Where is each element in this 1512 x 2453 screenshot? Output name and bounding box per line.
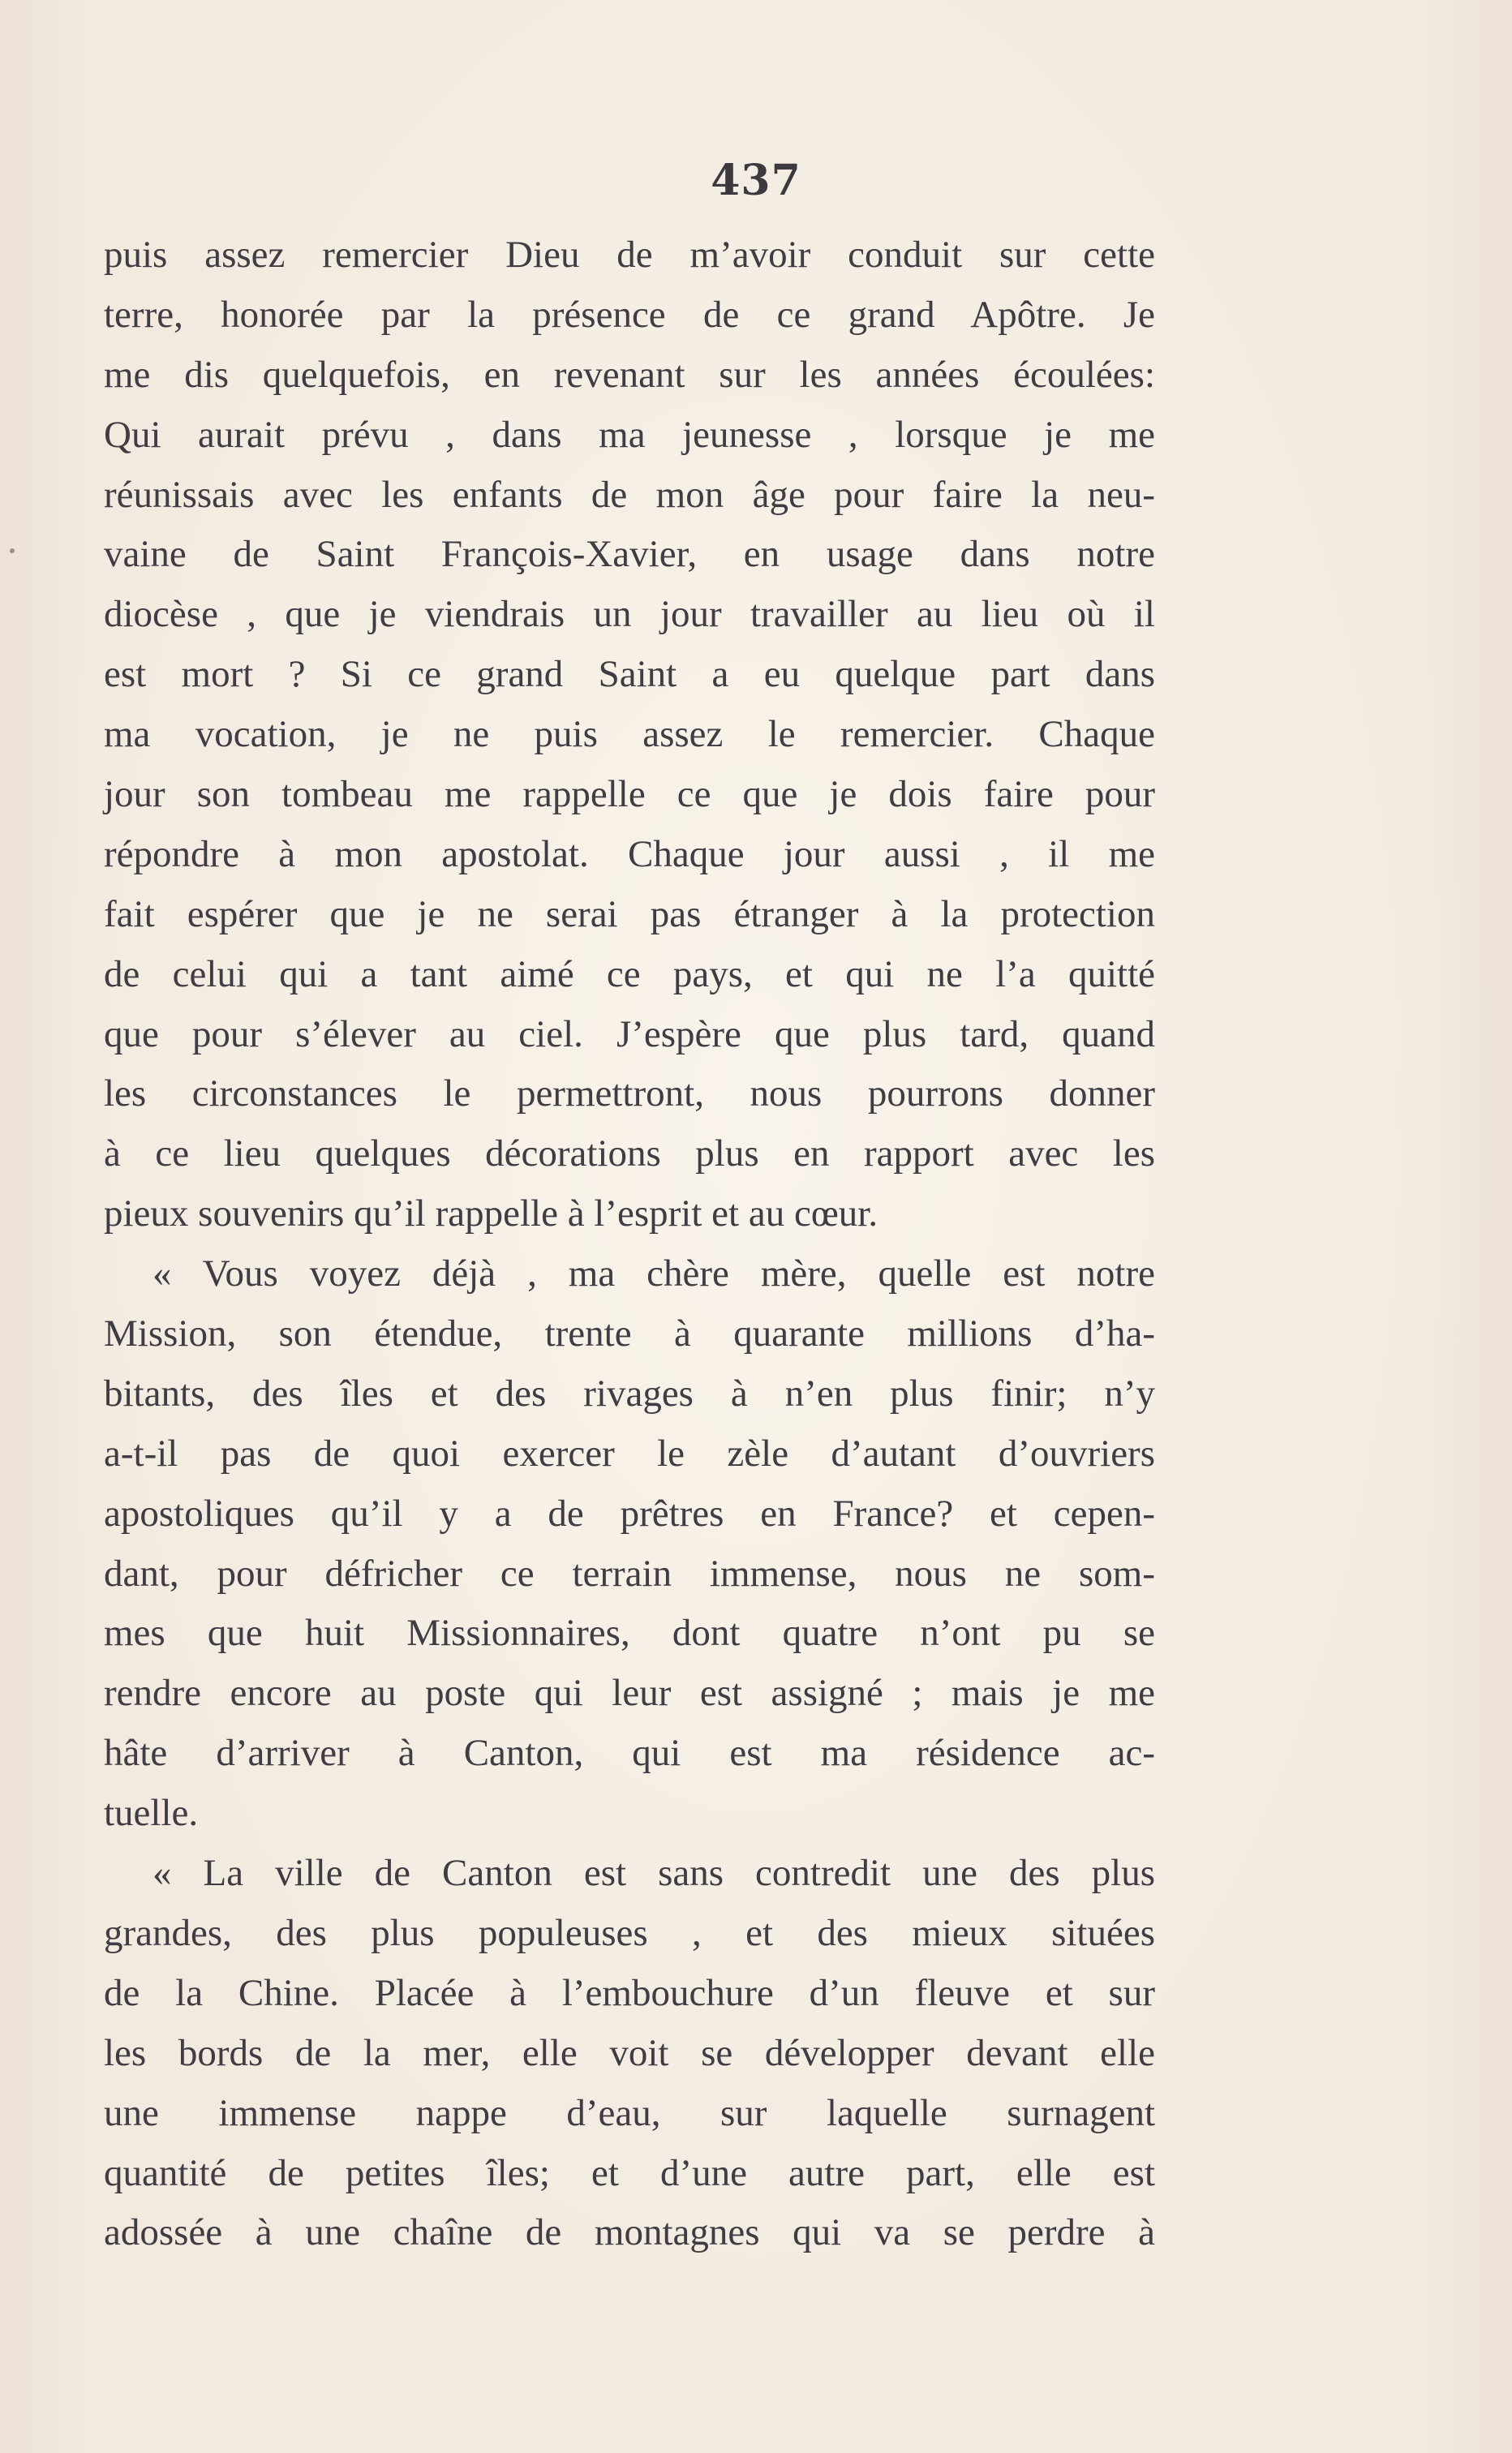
text-line: adossée à une chaîne de montagnes qui va se perdre à: [104, 2211, 1155, 2254]
text-line: bitants, des îles et des rivages à n’en plus finir; n’y: [104, 1372, 1155, 1415]
text-line: que pour s’élever au ciel. J’espère que plus tard, quand: [104, 1012, 1155, 1055]
text-line: apostoliques qu’il y a de prêtres en France? et cepen-: [104, 1492, 1155, 1535]
text-line: Mission, son étendue, trente à quarante millions d’ha-: [104, 1312, 1155, 1355]
text-line: les bords de la mer, elle voit se développer devant elle: [104, 2031, 1155, 2074]
text-line: puis assez remercier Dieu de m’avoir conduit sur cette: [104, 234, 1155, 276]
text-line: de la Chine. Placée à l’embouchure d’un fleuve et sur: [104, 1971, 1155, 2014]
text-line: tuelle.: [104, 1792, 199, 1835]
text-line: répondre à mon apostolat. Chaque jour aussi , il me: [104, 832, 1155, 875]
text-line: a-t-il pas de quoi exercer le zèle d’autant d’ouvriers: [104, 1432, 1155, 1475]
text-line: vaine de Saint François-Xavier, en usage dans notre: [104, 533, 1155, 576]
text-line: dant, pour défricher ce terrain immense, nous ne som-: [104, 1552, 1155, 1595]
text-line: ma vocation, je ne puis assez le remercier. Chaque: [104, 713, 1155, 756]
text-line: une immense nappe d’eau, sur laquelle surnagent: [104, 2091, 1155, 2134]
text-line: « La ville de Canton est sans contredit une des plus: [152, 1852, 1155, 1895]
text-line: est mort ? Si ce grand Saint a eu quelque part dans: [104, 653, 1155, 696]
body-text: [104, 226, 1155, 2263]
text-line: hâte d’arriver à Canton, qui est ma résidence ac-: [104, 1732, 1155, 1775]
page-number: 437: [711, 156, 801, 205]
text-line: jour son tombeau me rappelle ce que je dois faire pour: [104, 773, 1155, 816]
text-line: pieux souvenirs qu’il rappelle à l’esprit et au cœur.: [104, 1192, 878, 1235]
text-line: terre, honorée par la présence de ce grand Apôtre. Je: [104, 293, 1155, 336]
text-line: à ce lieu quelques décorations plus en rapport avec les: [104, 1132, 1155, 1175]
text-line: fait espérer que je ne serai pas étranger à la protection: [104, 892, 1155, 935]
text-line: me dis quelquefois, en revenant sur les années écoulées:: [104, 353, 1155, 396]
text-line: mes que huit Missionnaires, dont quatre n’ont pu se: [104, 1612, 1155, 1655]
text-line: grandes, des plus populeuses , et des mieux situées: [104, 1911, 1155, 1954]
text-line: de celui qui a tant aimé ce pays, et qui ne l’a quitté: [104, 952, 1155, 995]
page-speck: [10, 548, 15, 553]
text-line: quantité de petites îles; et d’une autre part, elle est: [104, 2151, 1155, 2194]
text-line: Qui aurait prévu , dans ma jeunesse , lorsque je me: [104, 413, 1155, 456]
text-line: « Vous voyez déjà , ma chère mère, quelle est notre: [152, 1252, 1155, 1295]
text-line: rendre encore au poste qui leur est assigné ; mais je me: [104, 1672, 1155, 1715]
text-line: diocèse , que je viendrais un jour travailler au lieu où il: [104, 593, 1155, 636]
text-line: réunissais avec les enfants de mon âge pour faire la neu-: [104, 473, 1155, 516]
text-line: les circonstances le permettront, nous pourrons donner: [104, 1072, 1155, 1115]
